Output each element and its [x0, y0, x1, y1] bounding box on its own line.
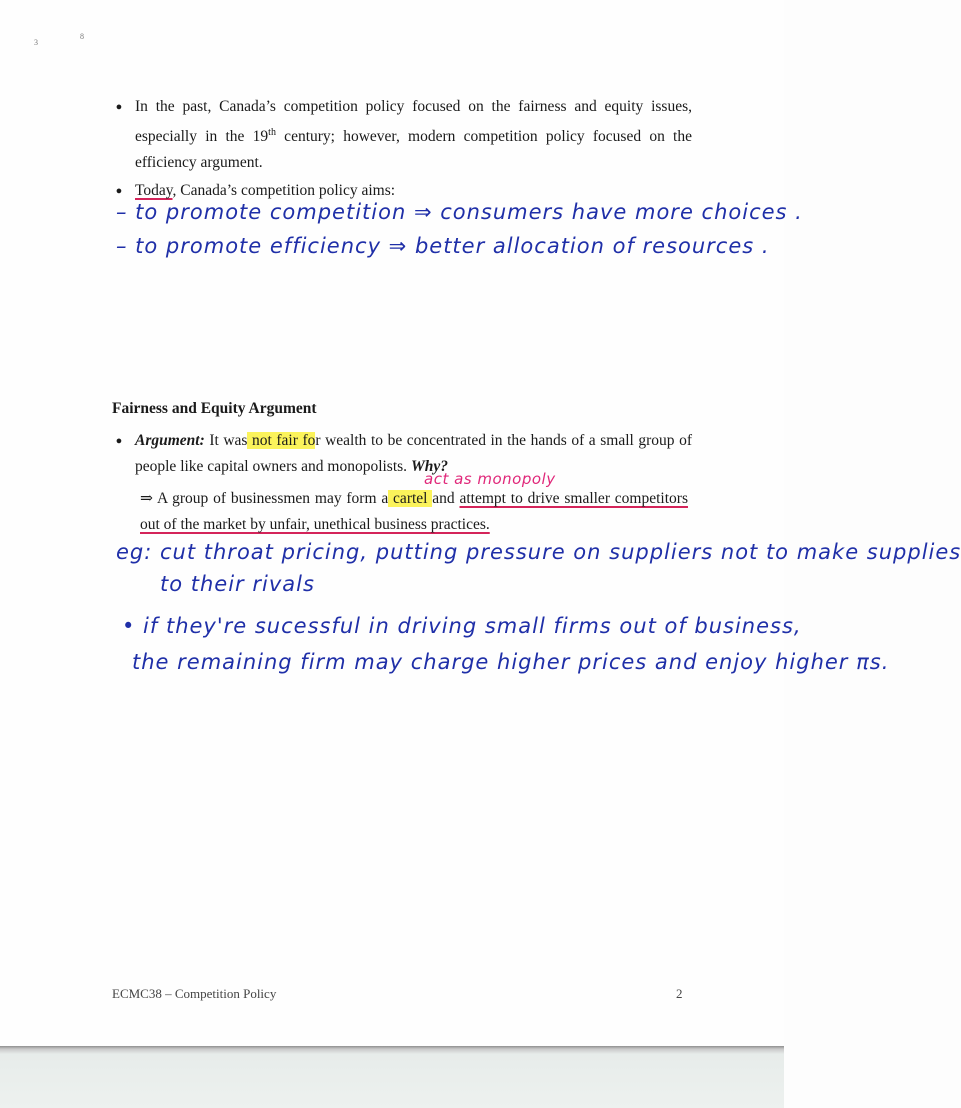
past-text: In the past, Canada’s competition policy focused on the fairness and equity issues, especially in the 19th century; however, modern competition policy focused on the efficiency argument. [135, 98, 692, 172]
bullet-dot: ● [115, 435, 123, 447]
handwritten-eg-line-1: eg: cut throat pricing, putting pressure on suppliers not to make supplies [116, 540, 961, 564]
arrow-pre: A group of businessmen may form a [153, 490, 389, 507]
bullet-dot: ● [115, 185, 123, 197]
argument-text [135, 428, 692, 480]
arrow-mid: and [432, 490, 460, 507]
why-label: Why? [410, 458, 448, 475]
arrow-underlined: attempt to drive smaller competitors out of the market by unfair, unethical business practices. [140, 490, 688, 533]
bullet-argument [112, 428, 692, 480]
ordinal-suffix: th [268, 127, 276, 138]
argument-label: Argument: [135, 432, 205, 449]
bullet-past-text [135, 94, 692, 176]
argument-pre: It was [204, 432, 248, 449]
bullet-dot: ● [115, 101, 123, 113]
scan-mark: 3 [34, 38, 38, 47]
section-heading: Fairness and Equity Argument [112, 400, 317, 417]
footer-course-title: ECMC38 – Competition Policy [112, 986, 277, 1001]
handwritten-eg-line-2: to their rivals [160, 572, 315, 596]
annotation-act-as-monopoly: act as monopoly [424, 470, 556, 488]
scan-bottom-edge [0, 1046, 784, 1108]
handwritten-if-line-2: the remaining firm may charge higher prices and enjoy higher πs. [132, 650, 890, 674]
scan-mark: 8 [80, 32, 84, 41]
today-rest: , Canada’s competition policy aims: [172, 182, 396, 199]
footer-page-number: 2 [676, 986, 683, 1001]
argument-post: r wealth to be concentrated in the hands of a small group of people like capital owners and monopolists. [135, 432, 693, 475]
arrow-glyph: ⇒ [140, 490, 153, 507]
handwritten-aim-1: – to promote competition ⇒ consumers have more choices . [116, 200, 803, 224]
handwritten-if-line-1: • if they're sucessful in driving small firms out of business, [122, 614, 802, 638]
today-word: Today [135, 182, 173, 199]
arrow-item-text [140, 486, 688, 538]
bullet-past [112, 94, 692, 176]
arrow-item [140, 486, 688, 538]
argument-highlight: not fair fo [247, 432, 316, 449]
handwritten-aim-2: – to promote efficiency ⇒ better allocation of resources . [116, 234, 770, 258]
cartel-highlight: cartel [388, 490, 433, 507]
